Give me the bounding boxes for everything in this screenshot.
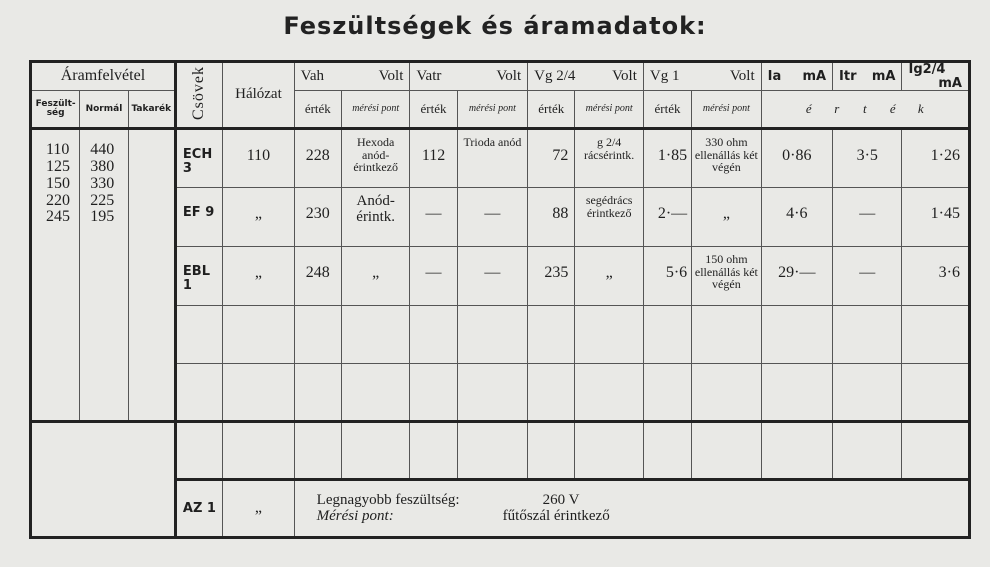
empty-cell — [528, 306, 575, 364]
vatr-ertek: érték — [410, 91, 457, 129]
aramfelvetel-header: Áramfelvétel — [31, 62, 176, 91]
empty-cell — [175, 364, 222, 422]
tube-name: EF 9 — [175, 188, 222, 247]
halozat-header: Hálózat — [223, 62, 294, 129]
vg1-header: Vg 1 Volt — [643, 62, 761, 91]
empty-cell — [457, 306, 527, 364]
empty-cell — [575, 306, 643, 364]
empty-cell — [692, 306, 761, 364]
empty-cell — [902, 422, 970, 480]
empty-cell — [761, 422, 832, 480]
vatr-meresi-pont: mérési pont — [457, 91, 527, 129]
normal-values: 440 380 330 225 195 — [80, 129, 128, 422]
itr-value: 3·5 — [833, 129, 902, 188]
vah-meresi-pont: mérési pont — [341, 91, 409, 129]
az1-measure-point: Mérési pont: fűtőszál érintkező — [316, 507, 610, 524]
ia-value: 29·— — [761, 247, 832, 306]
csovek-header: Csövek — [175, 62, 222, 129]
vg1-point: 330 ohm ellenállás két végén — [692, 129, 761, 188]
vg24-value: 72 — [528, 129, 575, 188]
vatr-header: Vatr Volt — [410, 62, 528, 91]
vatr-point: Trioda anód — [457, 129, 527, 188]
feszultseg-values: 110 125 150 220 245 — [31, 129, 80, 422]
empty-cell — [528, 364, 575, 422]
vah-point: Anód- érintk. — [341, 188, 409, 247]
halozat-value: 110 — [223, 129, 294, 188]
takarek-values — [128, 129, 175, 422]
itr-value: — — [833, 188, 902, 247]
halozat-value: „ — [223, 247, 294, 306]
empty-cell — [457, 422, 527, 480]
vatr-point: — — [457, 247, 527, 306]
vg1-value: 1·85 — [643, 129, 691, 188]
vatr-point: — — [457, 188, 527, 247]
empty-cell — [223, 306, 294, 364]
empty-cell — [575, 364, 643, 422]
page-title: Feszültségek és áramadatok: — [283, 12, 707, 40]
empty-cell — [833, 306, 902, 364]
vah-point: Hexoda anód- érintkező — [341, 129, 409, 188]
empty-cell — [31, 422, 176, 538]
col-feszultseg: Feszült-ség — [31, 91, 80, 129]
vg24-meresi-pont: mérési pont — [575, 91, 643, 129]
voltage-current-table — [29, 60, 971, 539]
az1-details — [294, 480, 969, 538]
vg24-point: „ — [575, 247, 643, 306]
vg24-value: 235 — [528, 247, 575, 306]
empty-cell — [643, 364, 691, 422]
vatr-value: 112 — [410, 129, 457, 188]
empty-cell — [528, 422, 575, 480]
ia-header: Ia mA — [761, 62, 832, 91]
empty-cell — [341, 306, 409, 364]
itr-value: — — [833, 247, 902, 306]
empty-cell — [902, 306, 970, 364]
itr-header: Itr mA — [833, 62, 902, 91]
ig24-value: 3·6 — [902, 247, 970, 306]
vg1-value: 2·— — [643, 188, 691, 247]
col-takarek: Takarék — [128, 91, 175, 129]
current-ertek: é r t é k — [761, 91, 969, 129]
empty-cell — [294, 422, 341, 480]
empty-cell — [643, 422, 691, 480]
vah-header: Vah Volt — [294, 62, 410, 91]
empty-cell — [833, 364, 902, 422]
empty-cell — [294, 306, 341, 364]
vg24-point: segédrács érintkező — [575, 188, 643, 247]
vg24-value: 88 — [528, 188, 575, 247]
empty-cell — [761, 306, 832, 364]
empty-cell — [902, 364, 970, 422]
empty-cell — [294, 364, 341, 422]
empty-cell — [833, 422, 902, 480]
halozat-value: „ — [223, 188, 294, 247]
empty-cell — [223, 364, 294, 422]
ig24-value: 1·26 — [902, 129, 970, 188]
vg24-ertek: érték — [528, 91, 575, 129]
az1-max-voltage: Legnagyobb feszültség: 260 V — [316, 492, 580, 509]
empty-cell — [761, 364, 832, 422]
vatr-value: — — [410, 247, 457, 306]
vg24-point: g 2/4 rácsérintk. — [575, 129, 643, 188]
vg1-point: „ — [692, 188, 761, 247]
empty-cell — [410, 422, 457, 480]
az1-halozat: „ — [223, 480, 294, 538]
empty-cell — [643, 306, 691, 364]
empty-cell — [692, 364, 761, 422]
empty-cell — [575, 422, 643, 480]
vah-value: 228 — [294, 129, 341, 188]
vg1-meresi-pont: mérési pont — [692, 91, 761, 129]
vg1-value: 5·6 — [643, 247, 691, 306]
tube-name: ECH 3 — [175, 129, 222, 188]
az1-tube: AZ 1 — [175, 480, 222, 538]
vah-value: 248 — [294, 247, 341, 306]
ig24-value: 1·45 — [902, 188, 970, 247]
ia-value: 0·86 — [761, 129, 832, 188]
empty-cell — [457, 364, 527, 422]
vg1-ertek: érték — [643, 91, 691, 129]
empty-cell — [223, 422, 294, 480]
vg1-point: 150 ohm ellenállás két végén — [692, 247, 761, 306]
vah-point: „ — [341, 247, 409, 306]
vatr-value: — — [410, 188, 457, 247]
ig24-header: Ig2/4 mA — [902, 62, 970, 91]
empty-cell — [175, 422, 222, 480]
empty-cell — [341, 422, 409, 480]
empty-cell — [175, 306, 222, 364]
tube-name: EBL 1 — [175, 247, 222, 306]
empty-cell — [692, 422, 761, 480]
empty-cell — [341, 364, 409, 422]
vah-ertek: érték — [294, 91, 341, 129]
vg24-header: Vg 2/4 Volt — [528, 62, 644, 91]
vah-value: 230 — [294, 188, 341, 247]
empty-cell — [410, 306, 457, 364]
empty-cell — [410, 364, 457, 422]
col-normal: Normál — [80, 91, 128, 129]
ia-value: 4·6 — [761, 188, 832, 247]
